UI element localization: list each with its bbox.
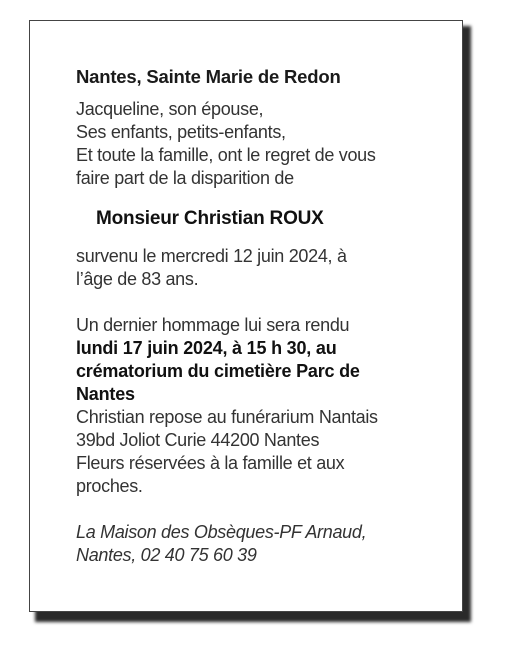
funeral-home-signature (76, 521, 446, 567)
rest-line: 39bd Joliot Curie 44200 Nantes (76, 430, 320, 450)
intro-line: Et toute la famille, ont le regret de vous (76, 145, 376, 165)
paragraph-gap (76, 291, 446, 314)
intro-line: faire part de la disparition de (76, 168, 294, 188)
death-line: survenu le mercredi 12 juin 2024, à (76, 246, 347, 266)
signature-line: Nantes, 02 40 75 60 39 (76, 545, 257, 565)
ceremony-detail-line: crématorium du cimetière Parc de (76, 361, 360, 381)
rest-line: Fleurs réservées à la famille et aux (76, 453, 345, 473)
ceremony-intro: Un dernier hommage lui sera rendu (76, 315, 350, 335)
obituary-notice (29, 20, 463, 612)
death-paragraph (76, 245, 446, 291)
paragraph-gap (76, 498, 446, 521)
location-heading: Nantes, Sainte Marie de Redon (76, 66, 341, 87)
death-line: l’âge de 83 ans. (76, 269, 199, 289)
notice-content (76, 65, 446, 567)
intro-line: Jacqueline, son épouse, (76, 99, 264, 119)
ceremony-detail-line: lundi 17 juin 2024, à 15 h 30, au (76, 338, 337, 358)
signature-line: La Maison des Obsèques-PF Arnaud, (76, 522, 367, 542)
intro-paragraph (76, 98, 446, 190)
deceased-name: Monsieur Christian ROUX (96, 208, 324, 229)
ceremony-detail-line: Nantes (76, 384, 135, 404)
ceremony-paragraph (76, 314, 446, 498)
intro-line: Ses enfants, petits-enfants, (76, 122, 286, 142)
rest-line: proches. (76, 476, 143, 496)
rest-line: Christian repose au funérarium Nantais (76, 407, 378, 427)
